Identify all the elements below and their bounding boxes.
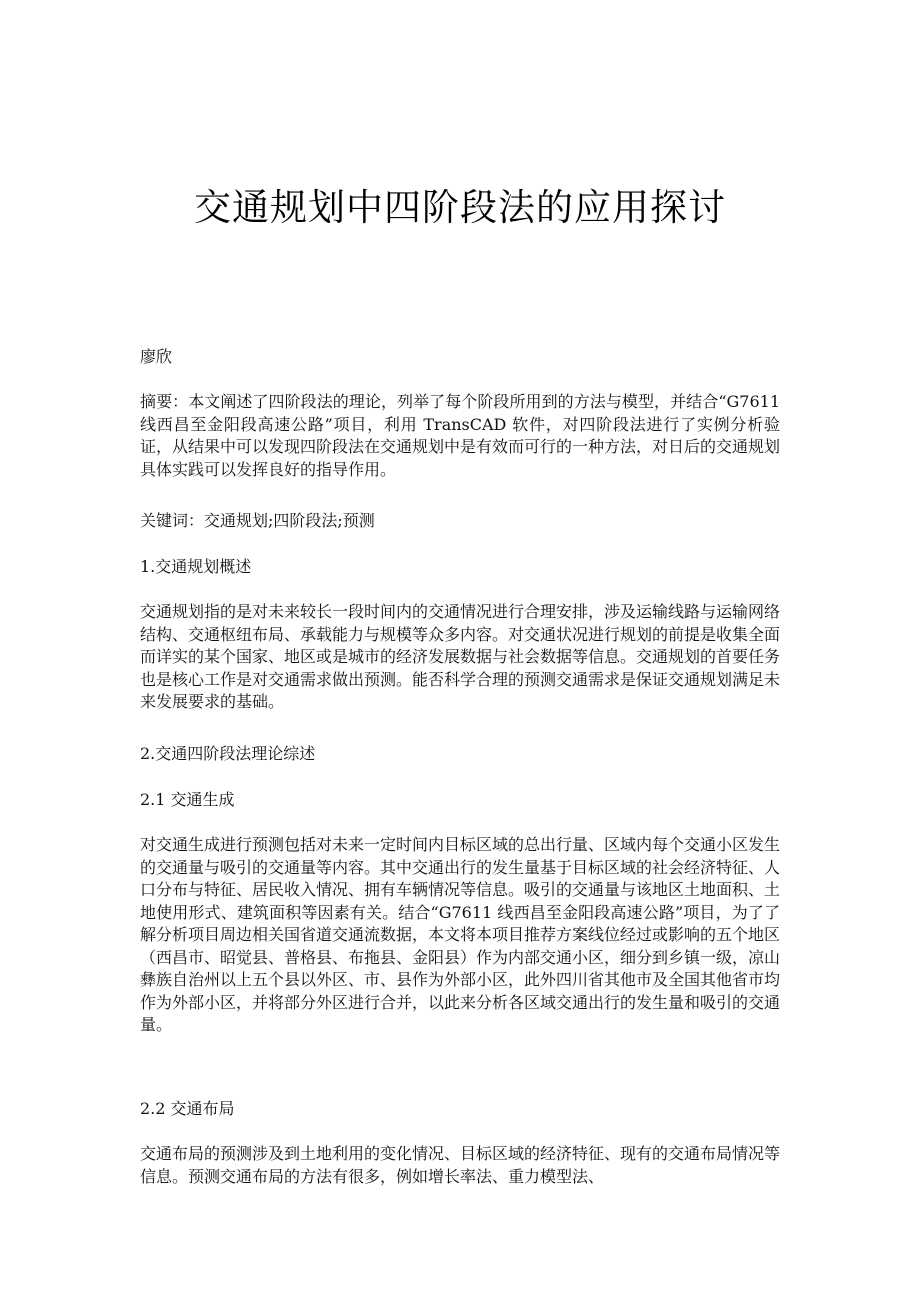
author-name: 廖欣: [140, 347, 173, 366]
keywords-line: 关键词：交通规划;四阶段法;预测: [140, 511, 375, 530]
section-heading-2: 2.交通四阶段法理论综述: [140, 744, 316, 763]
section-heading-1: 1.交通规划概述: [140, 557, 252, 576]
abstract-paragraph: 摘要：本文阐述了四阶段法的理论，列举了每个阶段所用到的方法与模型，并结合“G7611 线西昌至金阳段高速公路”项目，利用 TransCAD 软件，对四阶段法进行了实例分析验证，从结果中可以发现四阶段法在交通规划中是有效而可行的一种方法，对日后的交通规划具体实践可以发挥良好的指导作用。: [140, 392, 781, 479]
section-heading-2-2: 2.2 交通布局: [140, 1099, 235, 1118]
document-title: 交通规划中四阶段法的应用探讨: [194, 186, 726, 229]
section-paragraph-2-1: 对交通生成进行预测包括对未来一定时间内目标区域的总出行量、区域内每个交通小区发生的交通量与吸引的交通量等内容。其中交通出行的发生量基于目标区域的社会经济特征、人口分布与特征、居民收入情况、拥有车辆情况等信息。吸引的交通量与该地区土地面积、土地使用形式、建筑面积等因素有关。结合“G7611 线西昌至金阳段高速公路”项目，为了了解分析项目周边相关国省道交通流数据，本文将本项目推荐方案线位经过或影响的五个地区（西昌市、昭觉县、普格县、布拖县、金阳县）作为内部交通小区，细分到乡镇一级，凉山彝族自治州以上五个县以外区、市、县作为外部小区，此外四川省其他市及全国其他省市均作为外部小区，并将部分外区进行合并，以此来分析各区域交通出行的发生量和吸引的交通量。: [140, 835, 781, 1034]
section-paragraph-2-2: 交通布局的预测涉及到土地利用的变化情况、目标区域的经济特征、现有的交通布局情况等信息。预测交通布局的方法有很多，例如增长率法、重力模型法、: [140, 1144, 781, 1186]
section-heading-2-1: 2.1 交通生成: [140, 790, 235, 809]
section-paragraph-1: 交通规划指的是对未来较长一段时间内的交通情况进行合理安排，涉及运输线路与运输网络结构、交通枢纽布局、承载能力与规模等众多内容。对交通状况进行规划的前提是收集全面而详实的某个国家、地区或是城市的经济发展数据与社会数据等信息。交通规划的首要任务也是核心工作是对交通需求做出预测。能否科学合理的预测交通需求是保证交通规划满足未来发展要求的基础。: [140, 602, 781, 711]
